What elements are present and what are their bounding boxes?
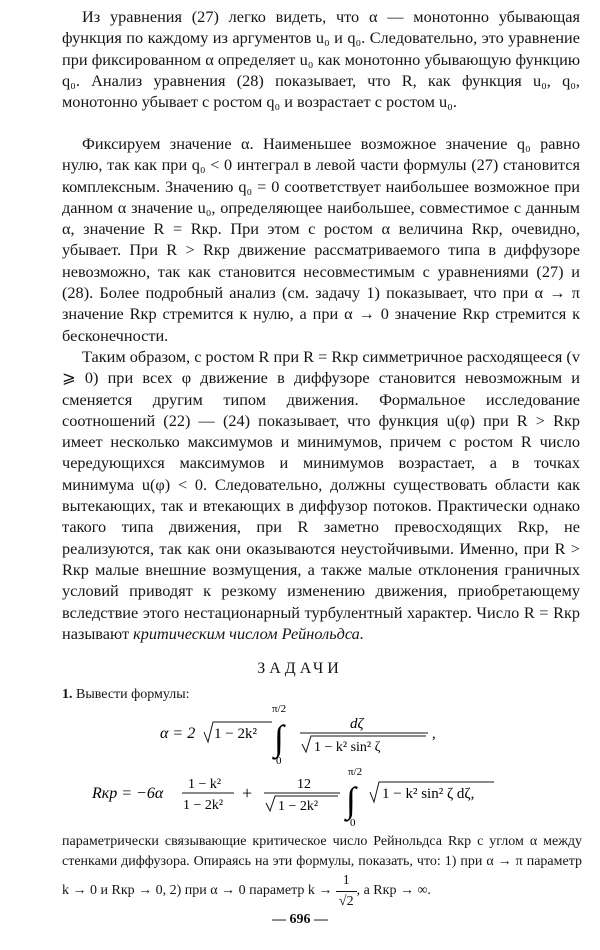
formula-2-sqrt-den: 1 − 2k² xyxy=(278,799,319,814)
paragraph-4-frac-den: √2 xyxy=(338,893,354,909)
page-number: — 696 — xyxy=(272,912,328,927)
formula-2-frac-den: 1 − 2k² xyxy=(183,798,224,813)
paragraph-2: Фиксируем значение α. Наименьшее возможное значение q₀ равно нулю, так как при q₀ < 0 интеграл в левой части формулы (27) становится комплексным. Значению q₀ = 0 соответствует наибольшее возможное при данном α значение u₀, определяющее наибольшее, совместимое с данным α, значение R = Rкр. При этом с ростом α величина Rкр, очевидно, убывает. При R > Rкр движение рассматриваемого типа в диффузоре невозможно, так как становится несовместимым с уравнениями (27) и (28). Более подробный анализ (см. задачу 1) показывает, что при α → π значение Rкр стремится к нулю, а при α → 0 значение Rкр стремится к бесконечности. xyxy=(62,134,580,345)
formula-1 xyxy=(160,700,460,770)
formula-1-upper: π/2 xyxy=(272,703,287,715)
paragraph-3-italic: критическим числом Рейнольдса. xyxy=(133,623,364,643)
task-number: 1. xyxy=(62,687,73,702)
formula-2-integrand: 1 − k² sin² ζ dζ, xyxy=(382,786,475,802)
formula-2-frac-num: 1 − k² xyxy=(188,777,222,792)
formula-1-tail: , xyxy=(432,726,436,742)
formula-1-lhs: α = 2 xyxy=(160,725,196,742)
paragraph-4-text: параметрически связывающие критическое число Рейнольдса Rкр с углом α между стенками диффузора. Опираясь на эти формулы, показать, что: 1) при α → π параметр k → 0 и Rкр → 0, 2) при α → 0 параметр k → xyxy=(62,834,582,899)
formula-2-plus: + xyxy=(242,783,253,803)
formula-1-lower: 0 xyxy=(276,755,282,767)
formula-2-lhs: Rкр = −6α xyxy=(92,785,164,802)
formula-2-upper: π/2 xyxy=(348,766,363,778)
paragraph-4 xyxy=(62,832,582,911)
paragraph-4-fraction xyxy=(336,871,357,911)
formula-1-integral: ∫ xyxy=(274,718,284,758)
formula-2 xyxy=(92,766,522,830)
formula-1-den: 1 − k² sin² ζ xyxy=(314,740,381,755)
paragraph-4-tail: , а Rкр → ∞. xyxy=(356,883,431,899)
formula-2-num12: 12 xyxy=(297,777,311,792)
formula-1-num: dζ xyxy=(350,716,364,732)
paragraph-4-frac-num: 1 xyxy=(336,871,357,892)
task-text: Вывести формулы: xyxy=(76,687,190,702)
formula-2-integral: ∫ xyxy=(346,780,356,820)
section-heading: ЗАДАЧИ xyxy=(257,660,343,677)
paragraph-1: Из уравнения (27) легко видеть, что α — монотонно убывающая функция по каждому из аргументов u₀ и q₀. Следовательно, это уравнение при фиксированном α определяет u₀ как монотонно убывающую функцию q₀. Анализ уравнения (28) показывает, что R, как функция u₀, q₀, монотонно убывает с ростом q₀ и возрастает с ростом u₀. xyxy=(62,7,580,112)
paragraph-3 xyxy=(62,346,580,644)
formula-2-lower: 0 xyxy=(350,817,356,829)
formula-1-sqrt: 1 − 2k² xyxy=(214,726,257,742)
paragraph-3-text: Таким образом, с ростом R при R = Rкр симметричное расходящееся (v ⩾ 0) при всех φ движение в диффузоре становится невозможным и сменяется другим типом движения. Формальное исследование соотношений (22) — (24) показывает, что функция u(φ) при R > Rкр имеет несколько максимумов и минимумов, причем с ростом R число чередующихся максимумов и минимумов возрастает, а в точках минимума u(φ) < 0. Следовательно, должны существовать области как вытекающих, так и втекающих в диффузор потоков. Практически однако такого типа движения, при R заметно превосходящих Rкр, не реализуются, так как они оказываются неустойчивыми. Именно, при R > Rкр малые внешние возмущения, а также малые отклонения граничных условий приводят к резкому изменению движения, приобретающему вследствие этого нестационарный турбулентный характер. Число R = Rкр называют xyxy=(62,347,580,643)
